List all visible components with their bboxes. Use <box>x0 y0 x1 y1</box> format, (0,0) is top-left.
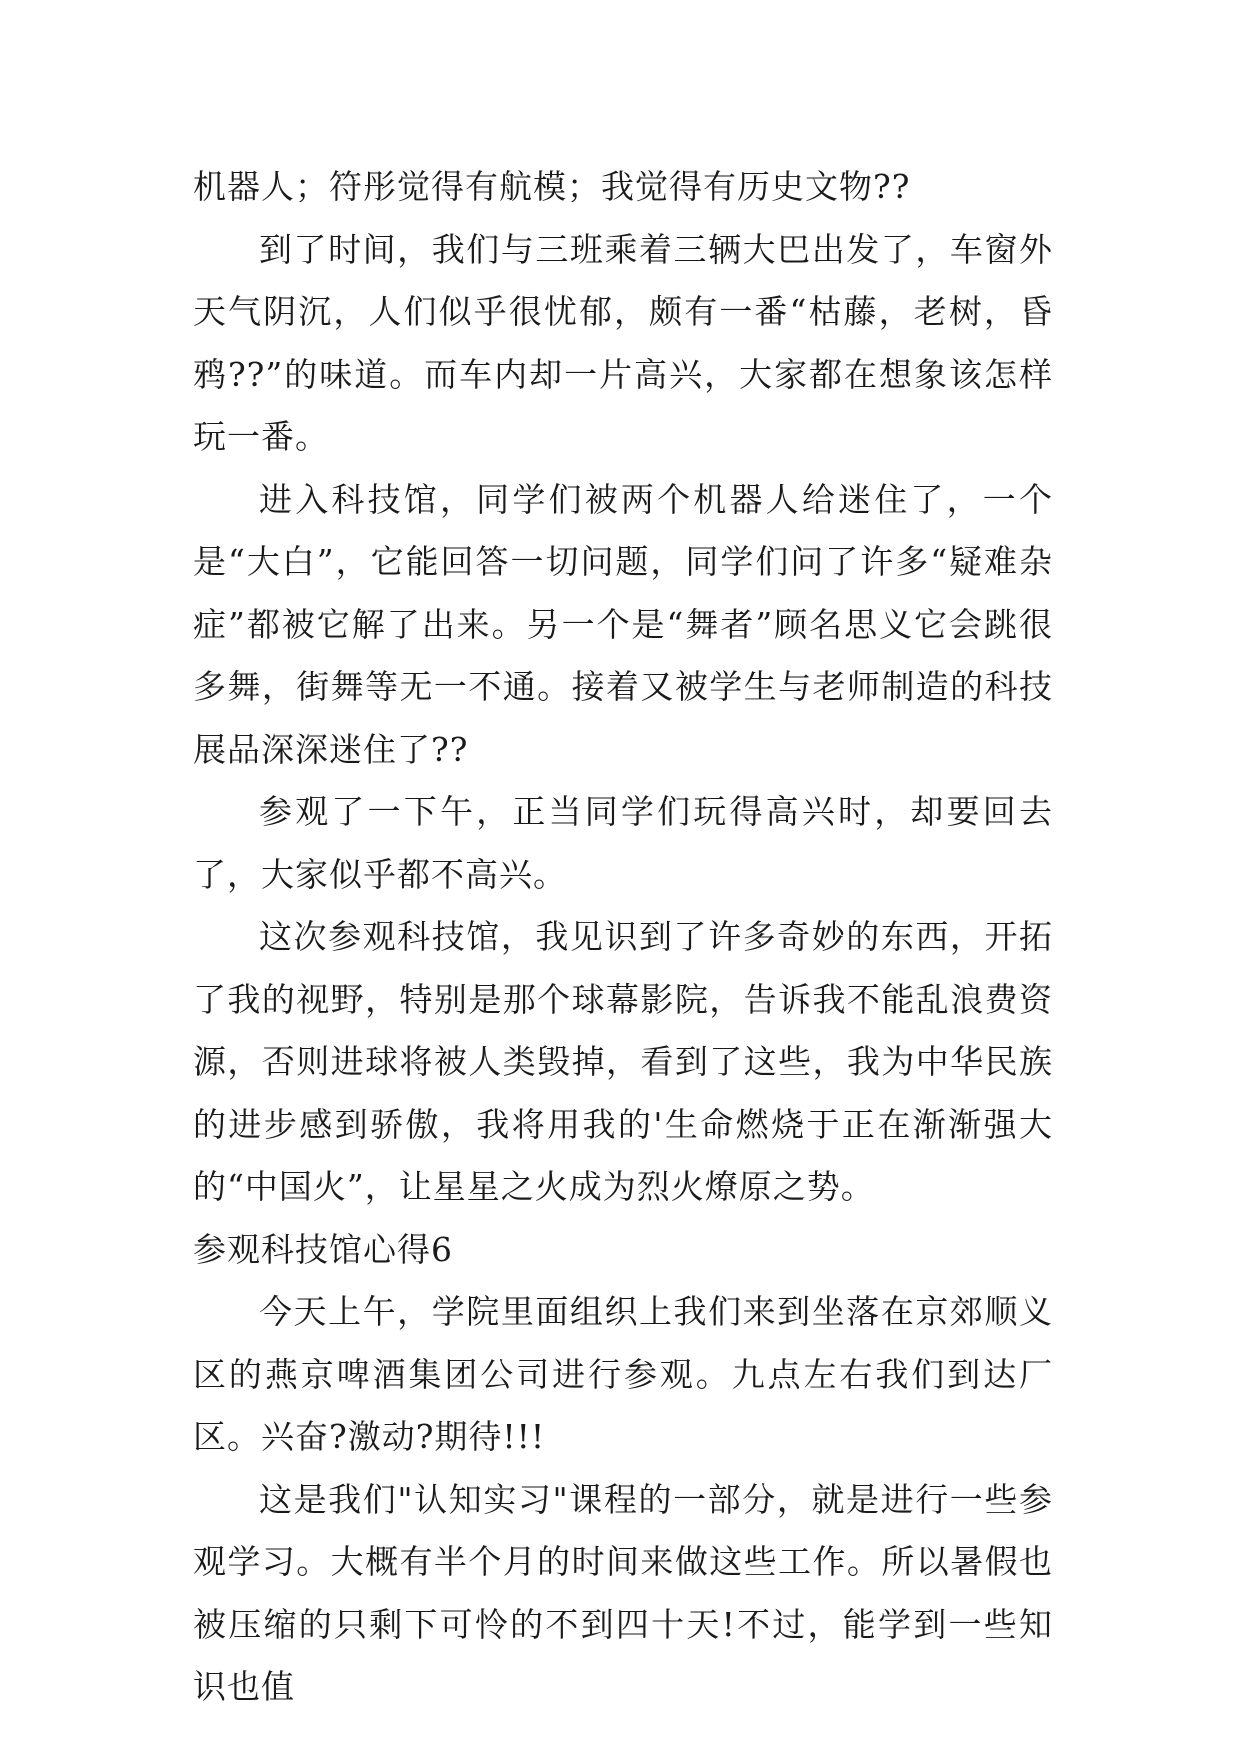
section-heading: 参观科技馆心得6 <box>193 1229 453 1269</box>
paragraph: 机器人；符彤觉得有航模；我觉得有历史文物?? <box>193 167 911 206</box>
paragraph: 这次参观科技馆，我见识到了许多奇妙的东西，开拓了我的视野，特别是那个球幕影院，告诉我不能乱浪费资源，否则进球将被人类毁掉，看到了这些，我为中华民族的进步感到骄傲，我将用我的'生命燃烧于正在渐渐强大的“中国火”，让星星之火成为烈火燎原之势。 <box>193 917 1053 1206</box>
document-body <box>193 156 1053 1719</box>
paragraph: 这是我们"认知实习"课程的一部分，就是进行一些参观学习。大概有半个月的时间来做这些工作。所以暑假也被压缩的只剩下可怜的不到四十天!不过，能学到一些知识也值 <box>193 1479 1053 1706</box>
paragraph: 参观了一下午，正当同学们玩得高兴时，却要回去了，大家似乎都不高兴。 <box>193 792 1053 894</box>
paragraph: 进入科技馆，同学们被两个机器人给迷住了，一个是“大白”，它能回答一切问题，同学们问了许多“疑难杂症”都被它解了出来。另一个是“舞者”顾名思义它会跳很多舞，街舞等无一不通。接着又被学生与老师制造的科技展品深深迷住了?? <box>193 479 1053 769</box>
paragraph: 到了时间，我们与三班乘着三辆大巴出发了，车窗外天气阴沉，人们似乎很忧郁，颇有一番“枯藤，老树，昏鸦??”的味道。而车内却一片高兴，大家都在想象该怎样玩一番。 <box>193 229 1053 456</box>
paragraph: 今天上午，学院里面组织上我们来到坐落在京郊顺义区的燕京啤酒集团公司进行参观。九点左右我们到达厂区。兴奋?激动?期待!!! <box>193 1292 1053 1456</box>
